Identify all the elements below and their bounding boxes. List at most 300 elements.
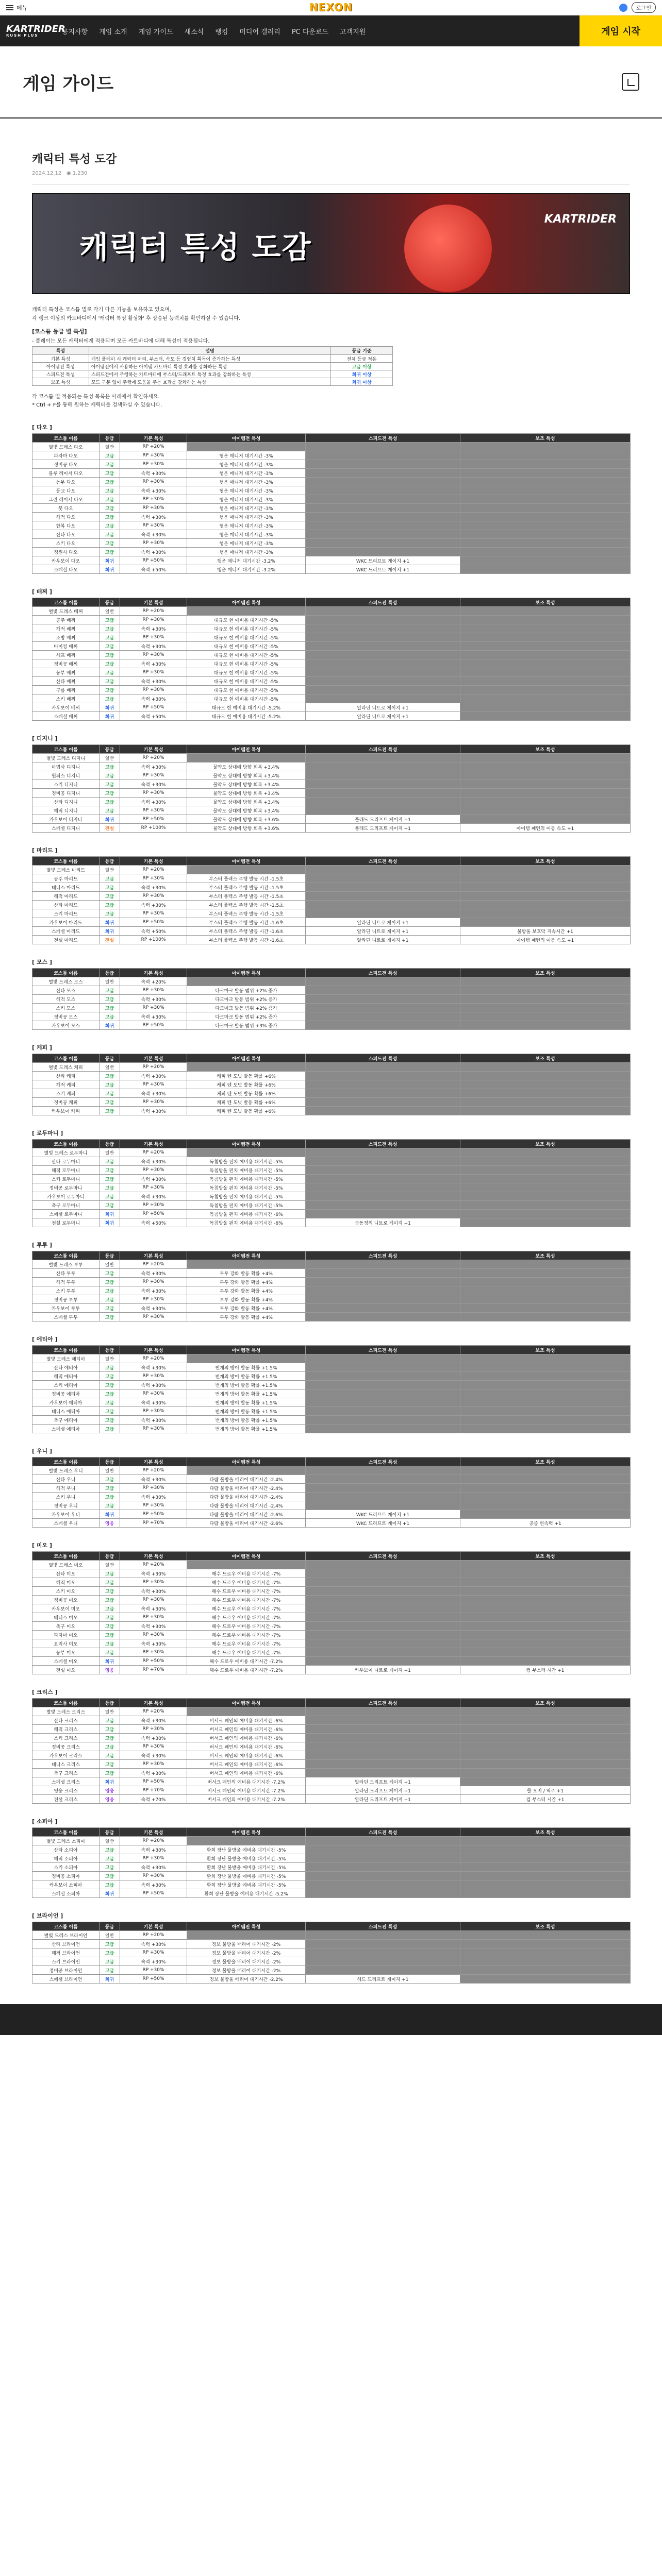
- user-icon[interactable]: [619, 4, 627, 12]
- table-cell: 물약도 상대에 방향 회복 +3.4%: [187, 780, 306, 789]
- table-row: [32, 1786, 631, 1795]
- table-row: [32, 1648, 631, 1657]
- table-cell: 한복 다오: [32, 521, 100, 530]
- table-cell: 공주 배찌: [32, 616, 100, 624]
- table-cell: 테니스 크리스: [32, 1760, 100, 1769]
- table-cell: [306, 1845, 460, 1854]
- table-row: [32, 1475, 631, 1484]
- table-cell: 번개의 방어 발동 확률 +1.5%: [187, 1407, 306, 1416]
- table-header-cell: 등급: [100, 1922, 120, 1931]
- table-row: [32, 668, 631, 677]
- table-cell: 속력 +30%: [120, 1622, 187, 1631]
- nav-item[interactable]: 미디어 갤러리: [239, 28, 280, 36]
- nav-item[interactable]: PC 다운로드: [291, 28, 329, 36]
- types-cell: 보조 특성: [32, 378, 89, 386]
- table-cell: 일반: [100, 1466, 120, 1475]
- nav-item[interactable]: 새소식: [184, 28, 204, 36]
- table-cell: 해수 드로우 예비용 대기시간 -7.2%: [187, 1657, 306, 1666]
- table-cell: 고급: [100, 1175, 120, 1183]
- nexon-logo[interactable]: NEXON: [309, 1, 353, 13]
- table-cell: 정비공 모스: [32, 1012, 100, 1021]
- table-cell: 카우보이 모스: [32, 1021, 100, 1030]
- table-cell: 해수 드로우 예비용 대기시간 -7%: [187, 1578, 306, 1587]
- table-cell: 해적 투투: [32, 1278, 100, 1286]
- table-header-cell: 등급: [100, 598, 120, 607]
- table-cell: 번개의 방어 발동 확률 +1.5%: [187, 1425, 306, 1433]
- table-cell: 속력 +30%: [120, 1175, 187, 1183]
- table-cell: 산타 로두마니: [32, 1157, 100, 1166]
- table-row: [32, 1734, 631, 1742]
- table-cell: [460, 460, 631, 469]
- table-cell: 고급: [100, 624, 120, 633]
- table-cell: 투투 강화 발동 확률 +4%: [187, 1278, 306, 1286]
- table-cell: [306, 504, 460, 513]
- table-cell: RP +30%: [120, 1098, 187, 1107]
- table-cell: 플래드 드리프트 게이지 +1: [306, 824, 460, 833]
- table-cell: [460, 565, 631, 574]
- table-header-cell: 아이템전 특성: [187, 969, 306, 977]
- table-cell: 알라딘 드리프트 게이지 +1: [306, 1786, 460, 1795]
- table-cell: 카우보이 에티아: [32, 1398, 100, 1407]
- nav-item[interactable]: 게임 소개: [99, 28, 127, 36]
- table-header-cell: 코스튬 이름: [32, 857, 100, 866]
- menu-button[interactable]: [6, 4, 27, 12]
- play-game-button[interactable]: 게임 시작: [580, 15, 662, 46]
- table-row: [32, 469, 631, 478]
- table-cell: 카우보이 투투: [32, 1304, 100, 1313]
- table-cell: 케피 텐 도넛 발동 확률 +6%: [187, 1089, 306, 1098]
- table-row: [32, 1089, 631, 1098]
- table-cell: [306, 1295, 460, 1304]
- table-cell: RP +50%: [120, 1889, 187, 1898]
- table-cell: [460, 1201, 631, 1210]
- table-cell: 번개의 방어 발동 확률 +1.5%: [187, 1416, 306, 1425]
- table-cell: 스페셜 에티아: [32, 1425, 100, 1433]
- table-cell: 카우보이 디지니: [32, 815, 100, 824]
- section-title: [ 디지니 ]: [32, 735, 58, 742]
- table-cell: 대규모 헌 예비용 대기시간 -5.2%: [187, 703, 306, 712]
- table-cell: [306, 1425, 460, 1433]
- table-cell: 스키 에티아: [32, 1381, 100, 1389]
- table-cell: 전설: [100, 936, 120, 944]
- table-cell: 블루 레이서 다오: [32, 469, 100, 478]
- table-header-cell: 아이템전 특성: [187, 598, 306, 607]
- table-cell: [460, 1734, 631, 1742]
- section-title: [ 모스 ]: [32, 959, 52, 965]
- table-row: [32, 1354, 631, 1363]
- table-cell: [306, 883, 460, 892]
- table-cell: 대규모 헌 예비용 대기시간 -5.2%: [187, 712, 306, 721]
- table-header-cell: 보조 특성: [460, 1251, 631, 1260]
- note-line: * Ctrl + F를 통해 원하는 캐릭터를 검색하실 수 있습니다.: [32, 402, 162, 408]
- table-row: [32, 1218, 631, 1227]
- table-cell: [460, 1398, 631, 1407]
- table-cell: RP +30%: [120, 874, 187, 883]
- table-header-cell: 등급: [100, 969, 120, 977]
- table-row: [32, 1183, 631, 1192]
- table-row: [32, 712, 631, 721]
- table-cell: 희귀: [100, 703, 120, 712]
- table-cell: 농부 배찌: [32, 668, 100, 677]
- table-cell: [306, 1587, 460, 1596]
- table-row: [32, 1269, 631, 1278]
- table-cell: 셰프 배찌: [32, 651, 100, 659]
- types-cell: 전체 등급 적용: [331, 355, 393, 363]
- share-icon[interactable]: [622, 73, 639, 91]
- table-row: [32, 927, 631, 936]
- table-cell: [306, 1966, 460, 1975]
- table-cell: [306, 1657, 460, 1666]
- table-cell: 일반: [100, 1148, 120, 1157]
- table-header-cell: 아이템전 특성: [187, 745, 306, 754]
- table-row: [32, 1501, 631, 1510]
- table-cell: 일반: [100, 977, 120, 986]
- table-cell: RP +50%: [120, 1975, 187, 1984]
- costume-table: [32, 1251, 631, 1321]
- table-cell: 고급: [100, 1863, 120, 1872]
- table-cell: RP +20%: [120, 607, 187, 616]
- table-cell: 일반: [100, 754, 120, 762]
- table-row: [32, 513, 631, 521]
- table-row: [32, 1425, 631, 1433]
- table-cell: 정비공 에티아: [32, 1389, 100, 1398]
- table-cell: [460, 1278, 631, 1286]
- table-cell: 부스터 플렉스 주행 발동 시간 -1.5초: [187, 892, 306, 901]
- section-title: [ 다오 ]: [32, 424, 52, 431]
- table-cell: 정비공 소피아: [32, 1872, 100, 1880]
- table-cell: 붓 다오: [32, 504, 100, 513]
- table-cell: 고급: [100, 616, 120, 624]
- table-cell: 고급: [100, 548, 120, 556]
- table-cell: 물방울 보호막 지속시간 +1: [460, 927, 631, 936]
- table-cell: RP +30%: [120, 1407, 187, 1416]
- table-header-cell: 보조 특성: [460, 1699, 631, 1707]
- costume-table: [32, 433, 631, 574]
- table-cell: RP +100%: [120, 936, 187, 944]
- table-cell: RP +30%: [120, 1004, 187, 1012]
- table-row: [32, 1578, 631, 1587]
- table-row: [32, 1063, 631, 1072]
- table-cell: 행운 매니저 대기시간 -3%: [187, 460, 306, 469]
- table-cell: [306, 1063, 460, 1072]
- table-cell: 해수 드로우 예비용 대기시간 -7%: [187, 1631, 306, 1639]
- table-cell: 정보 물방울 배리어 대기시간 -2%: [187, 1966, 306, 1975]
- table-row: [32, 798, 631, 806]
- table-cell: 별빛 드레스 우니: [32, 1466, 100, 1475]
- nav-item[interactable]: 고객지원: [340, 28, 366, 36]
- table-cell: 속력 +30%: [120, 901, 187, 909]
- table-cell: 독침방울 펀치 예비용 대기시간 -5%: [187, 1183, 306, 1192]
- table-cell: [460, 1148, 631, 1157]
- nav-items: [62, 26, 580, 36]
- table-cell: 해적 모스: [32, 995, 100, 1004]
- table-cell: 속력 +30%: [120, 530, 187, 539]
- table-cell: 농부 다오: [32, 478, 100, 486]
- table-cell: [306, 1707, 460, 1716]
- table-cell: 별빛 드레스 배찌: [32, 607, 100, 616]
- table-cell: 해적 마리드: [32, 892, 100, 901]
- table-cell: 축구 크리스: [32, 1769, 100, 1777]
- table-header-cell: 스피드전 특성: [306, 598, 460, 607]
- table-row: [32, 539, 631, 548]
- table-header-cell: 보조 특성: [460, 1346, 631, 1354]
- types-heading: [코스튬 등급 별 특성]: [32, 328, 87, 335]
- table-cell: [306, 1201, 460, 1210]
- table-row: [32, 918, 631, 927]
- table-cell: [460, 1613, 631, 1622]
- table-cell: 속력 +30%: [120, 1475, 187, 1484]
- table-cell: [460, 1880, 631, 1889]
- table-cell: 부스터 플렉스 주행 발동 시간 -1.6초: [187, 927, 306, 936]
- table-cell: 영웅: [100, 1666, 120, 1674]
- table-cell: 속력 +30%: [120, 1269, 187, 1278]
- table-cell: [306, 616, 460, 624]
- table-cell: 카우보이 니트로 게이지 +1: [306, 1666, 460, 1674]
- table-header-cell: 스피드전 특성: [306, 1458, 460, 1466]
- table-row: [32, 1201, 631, 1210]
- table-cell: [306, 642, 460, 651]
- table-cell: 정비공 미오: [32, 1596, 100, 1604]
- section-title: [ 케피 ]: [32, 1044, 52, 1051]
- table-cell: 일반: [100, 1354, 120, 1363]
- table-cell: 고급: [100, 798, 120, 806]
- table-cell: 대규모 헌 예비용 대기시간 -5%: [187, 659, 306, 668]
- table-cell: 속력 +30%: [120, 995, 187, 1004]
- table-cell: [460, 677, 631, 686]
- table-cell: 축구 미오: [32, 1622, 100, 1631]
- table-cell: [460, 762, 631, 771]
- page-title: 게임 가이드: [23, 73, 114, 94]
- table-cell: 일반: [100, 443, 120, 451]
- table-cell: [460, 1313, 631, 1321]
- table-cell: 고급: [100, 1157, 120, 1166]
- costume-table: [32, 1922, 631, 1984]
- table-cell: 속력 +30%: [120, 883, 187, 892]
- table-cell: [306, 1648, 460, 1657]
- banner-image: [32, 193, 630, 294]
- table-cell: 속력 +30%: [120, 1286, 187, 1295]
- table-cell: 희귀: [100, 712, 120, 721]
- table-cell: 알라딘 니트로 게이지 +1: [306, 712, 460, 721]
- types-row: [32, 370, 393, 378]
- table-cell: 산타 다오: [32, 530, 100, 539]
- table-cell: 전설 로두마니: [32, 1218, 100, 1227]
- table-cell: 행운 매니저 대기시간 -3%: [187, 521, 306, 530]
- table-cell: 고급: [100, 451, 120, 460]
- table-row: [32, 651, 631, 659]
- table-cell: [460, 1407, 631, 1416]
- table-cell: [460, 1072, 631, 1080]
- table-header-cell: 스피드전 특성: [306, 434, 460, 443]
- table-cell: 다크마크 발동 범위 +2% 증가: [187, 995, 306, 1004]
- table-header-cell: 아이템전 특성: [187, 1699, 306, 1707]
- table-cell: [460, 616, 631, 624]
- table-row: [32, 1286, 631, 1295]
- table-cell: [306, 443, 460, 451]
- table-cell: 대규모 헌 예비용 대기시간 -5%: [187, 668, 306, 677]
- table-cell: 속력 +30%: [120, 1381, 187, 1389]
- table-cell: 스페셜 미오: [32, 1657, 100, 1666]
- table-row: [32, 1569, 631, 1578]
- table-cell: [306, 1613, 460, 1622]
- table-cell: 고급: [100, 806, 120, 815]
- table-row: [32, 1072, 631, 1080]
- table-cell: [460, 633, 631, 642]
- table-header-cell: 스피드전 특성: [306, 745, 460, 754]
- table-cell: [306, 1313, 460, 1321]
- table-cell: 속력 +30%: [120, 642, 187, 651]
- table-row: [32, 1484, 631, 1493]
- table-row: [32, 1157, 631, 1166]
- table-cell: 희귀: [100, 1510, 120, 1519]
- table-cell: 카우보이 우니: [32, 1510, 100, 1519]
- table-cell: [460, 1837, 631, 1845]
- table-cell: 알라딘 니트로 게이지 +1: [306, 703, 460, 712]
- table-cell: RP +30%: [120, 1631, 187, 1639]
- types-cell: 게임 플레이 시 캐릭터 머리, 부스터, 속도 등 경험치 획득이 증가하는 특성: [89, 355, 330, 363]
- table-cell: 고급: [100, 1201, 120, 1210]
- table-header-cell: 스피드전 특성: [306, 1828, 460, 1837]
- table-cell: 해적 로두마니: [32, 1166, 100, 1175]
- table-cell: 고급: [100, 1948, 120, 1957]
- login-button[interactable]: 로그인: [632, 2, 656, 13]
- table-header-cell: 보조 특성: [460, 1140, 631, 1148]
- table-cell: 속력 +30%: [120, 1569, 187, 1578]
- table-cell: RP +50%: [120, 1021, 187, 1030]
- table-row: [32, 1795, 631, 1804]
- table-cell: 물약도 상대에 방향 회복 +3.4%: [187, 762, 306, 771]
- table-cell: 버서크 페인의 예비용 대기시간 -7.2%: [187, 1795, 306, 1804]
- table-cell: [460, 651, 631, 659]
- table-cell: [460, 478, 631, 486]
- table-cell: 고급: [100, 1475, 120, 1484]
- table-row: [32, 909, 631, 918]
- types-cell: 스피드전 특성: [32, 370, 89, 378]
- table-cell: 버서크 페인의 예비용 대기시간 -6%: [187, 1725, 306, 1734]
- nav-item[interactable]: 게임 가이드: [138, 28, 173, 36]
- table-cell: [306, 1012, 460, 1021]
- table-cell: 다람 물방울 배리어 대기시간 -2.4%: [187, 1475, 306, 1484]
- table-header-cell: 스피드전 특성: [306, 1699, 460, 1707]
- table-cell: 고급: [100, 486, 120, 495]
- table-header-cell: 등급: [100, 857, 120, 866]
- table-cell: 별빛 드레스 투투: [32, 1260, 100, 1269]
- nav-item[interactable]: 랭킹: [215, 28, 228, 36]
- table-cell: [460, 1631, 631, 1639]
- table-header-cell: 등급: [100, 1699, 120, 1707]
- table-header-cell: 스피드전 특성: [306, 1140, 460, 1148]
- table-cell: [306, 1931, 460, 1940]
- table-cell: [306, 977, 460, 986]
- table-cell: WKC 드리프트 게이지 +1: [306, 565, 460, 574]
- table-cell: 번개의 방어 발동 확률 +1.5%: [187, 1381, 306, 1389]
- table-cell: 스페셜 다오: [32, 565, 100, 574]
- table-header-cell: 기본 특성: [120, 434, 187, 443]
- table-cell: 고급: [100, 1363, 120, 1372]
- table-row: [32, 1596, 631, 1604]
- costume-table: [32, 968, 631, 1030]
- table-cell: [460, 1425, 631, 1433]
- table-row: [32, 1657, 631, 1666]
- table-cell: 투투 강화 발동 확률 +4%: [187, 1313, 306, 1321]
- table-cell: 고급: [100, 1957, 120, 1966]
- table-cell: 속력 +30%: [120, 1157, 187, 1166]
- table-cell: 아이템 패턴의 이동 속도 +1: [460, 936, 631, 944]
- table-cell: RP +30%: [120, 651, 187, 659]
- table-cell: [460, 495, 631, 504]
- table-cell: 별빛 드레스 소피아: [32, 1837, 100, 1845]
- table-cell: [460, 1845, 631, 1854]
- table-cell: 희귀: [100, 927, 120, 936]
- table-cell: 마법사 디지니: [32, 762, 100, 771]
- table-row: [32, 1777, 631, 1786]
- table-cell: 고급: [100, 521, 120, 530]
- table-cell: [306, 1725, 460, 1734]
- table-cell: 다람 물방울 배리어 대기시간 -2.4%: [187, 1484, 306, 1493]
- table-cell: 전설 마리드: [32, 936, 100, 944]
- table-row: [32, 642, 631, 651]
- table-cell: 전설: [100, 824, 120, 833]
- types-col: 설명: [89, 347, 330, 355]
- table-cell: [306, 1561, 460, 1569]
- table-cell: 희귀: [100, 565, 120, 574]
- table-cell: 고급: [100, 1295, 120, 1304]
- table-cell: WKC 드리프트 게이지 +1: [306, 1519, 460, 1528]
- table-row: [32, 1510, 631, 1519]
- table-cell: [460, 780, 631, 789]
- table-row: [32, 1975, 631, 1984]
- table-cell: 정비공 투투: [32, 1295, 100, 1304]
- table-row: [32, 1381, 631, 1389]
- table-cell: 영웅: [100, 1786, 120, 1795]
- table-cell: 해수 드로우 예비용 대기시간 -7%: [187, 1587, 306, 1596]
- table-cell: 속력 +30%: [120, 1398, 187, 1407]
- table-cell: [460, 1363, 631, 1372]
- table-cell: 영웅: [100, 1795, 120, 1804]
- table-header-cell: 기본 특성: [120, 1922, 187, 1931]
- kartrider-logo[interactable]: [0, 23, 65, 38]
- table-cell: [306, 1398, 460, 1407]
- table-cell: [306, 1021, 460, 1030]
- costume-table: [32, 1827, 631, 1898]
- table-cell: [460, 1286, 631, 1295]
- table-cell: 고급: [100, 771, 120, 780]
- table-cell: 해적 케피: [32, 1080, 100, 1089]
- section-title: [ 투투 ]: [32, 1242, 52, 1248]
- table-cell: [460, 668, 631, 677]
- table-cell: RP +30%: [120, 451, 187, 460]
- table-cell: [460, 1657, 631, 1666]
- table-header-cell: 아이템전 특성: [187, 1140, 306, 1148]
- table-cell: RP +50%: [120, 703, 187, 712]
- table-cell: [460, 1948, 631, 1957]
- table-cell: 고급: [100, 1751, 120, 1760]
- table-row: [32, 1707, 631, 1716]
- table-cell: [306, 1098, 460, 1107]
- table-cell: 고급: [100, 1639, 120, 1648]
- table-row: [32, 1416, 631, 1425]
- table-cell: 고급: [100, 460, 120, 469]
- table-cell: [460, 995, 631, 1004]
- table-cell: [306, 1484, 460, 1493]
- table-cell: 부스터 플렉스 주행 발동 시간 -1.5초: [187, 901, 306, 909]
- nav-item[interactable]: 공지사항: [62, 28, 88, 36]
- table-cell: 고급: [100, 1407, 120, 1416]
- table-cell: 번개의 방어 발동 확률 +1.5%: [187, 1389, 306, 1398]
- table-cell: 부스터 플렉스 주행 발동 시간 -1.6초: [187, 918, 306, 927]
- table-cell: 고급: [100, 1089, 120, 1098]
- table-cell: [306, 1475, 460, 1484]
